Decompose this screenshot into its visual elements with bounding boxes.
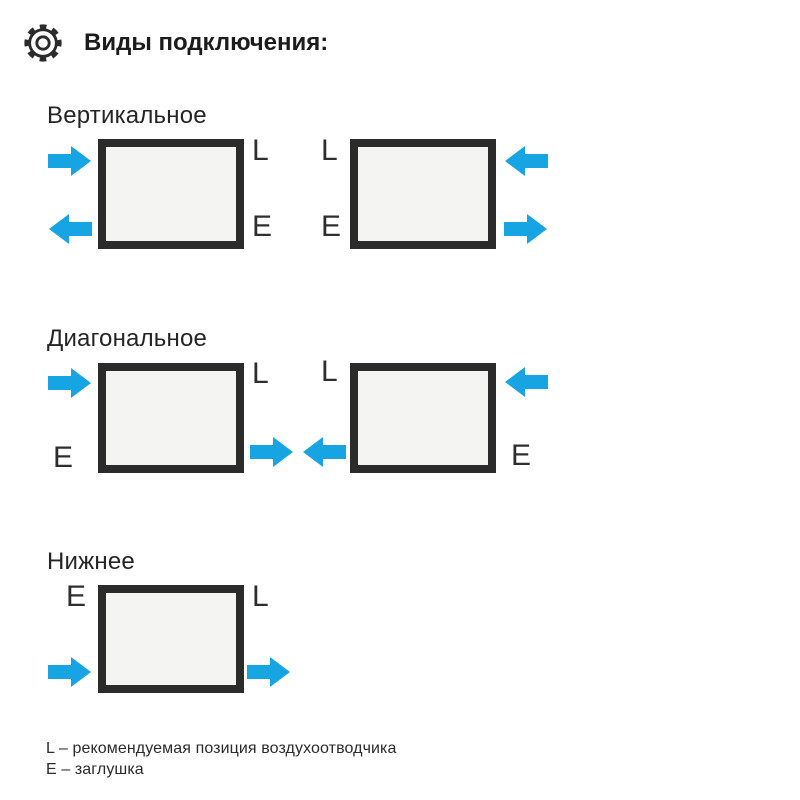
label-plug: E bbox=[53, 441, 74, 474]
label-plug: E bbox=[66, 580, 87, 613]
label-air-vent: L bbox=[252, 134, 269, 167]
radiator-box bbox=[98, 363, 244, 473]
flow-arrow-left-icon bbox=[504, 145, 548, 177]
page-title: Виды подключения: bbox=[84, 29, 329, 56]
legend-line-air-vent: L – рекомендуемая позиция воздухоотводчика bbox=[46, 740, 397, 757]
legend-line-plug: E – заглушка bbox=[46, 761, 144, 778]
flow-arrow-right-icon bbox=[504, 213, 548, 245]
flow-arrow-left-icon bbox=[48, 213, 92, 245]
label-plug: E bbox=[252, 210, 273, 243]
radiator-box bbox=[350, 139, 496, 249]
label-air-vent: L bbox=[252, 357, 269, 390]
radiator-box bbox=[350, 363, 496, 473]
flow-arrow-right-icon bbox=[48, 145, 92, 177]
flow-arrow-right-icon bbox=[48, 656, 92, 688]
flow-arrow-left-icon bbox=[302, 436, 346, 468]
radiator-box bbox=[98, 585, 244, 693]
section-title: Диагональное bbox=[47, 325, 208, 352]
flow-arrow-right-icon bbox=[247, 656, 291, 688]
flow-arrow-right-icon bbox=[48, 367, 92, 399]
radiator-box bbox=[98, 139, 244, 249]
flow-arrow-right-icon bbox=[250, 436, 294, 468]
label-plug: E bbox=[321, 210, 342, 243]
flow-arrow-left-icon bbox=[504, 366, 548, 398]
label-air-vent: L bbox=[252, 580, 269, 613]
label-air-vent: L bbox=[321, 134, 338, 167]
section-title: Вертикальное bbox=[47, 102, 207, 129]
label-air-vent: L bbox=[321, 355, 338, 388]
section-title: Нижнее bbox=[47, 548, 135, 575]
gear-icon bbox=[22, 22, 64, 64]
label-plug: E bbox=[511, 439, 532, 472]
